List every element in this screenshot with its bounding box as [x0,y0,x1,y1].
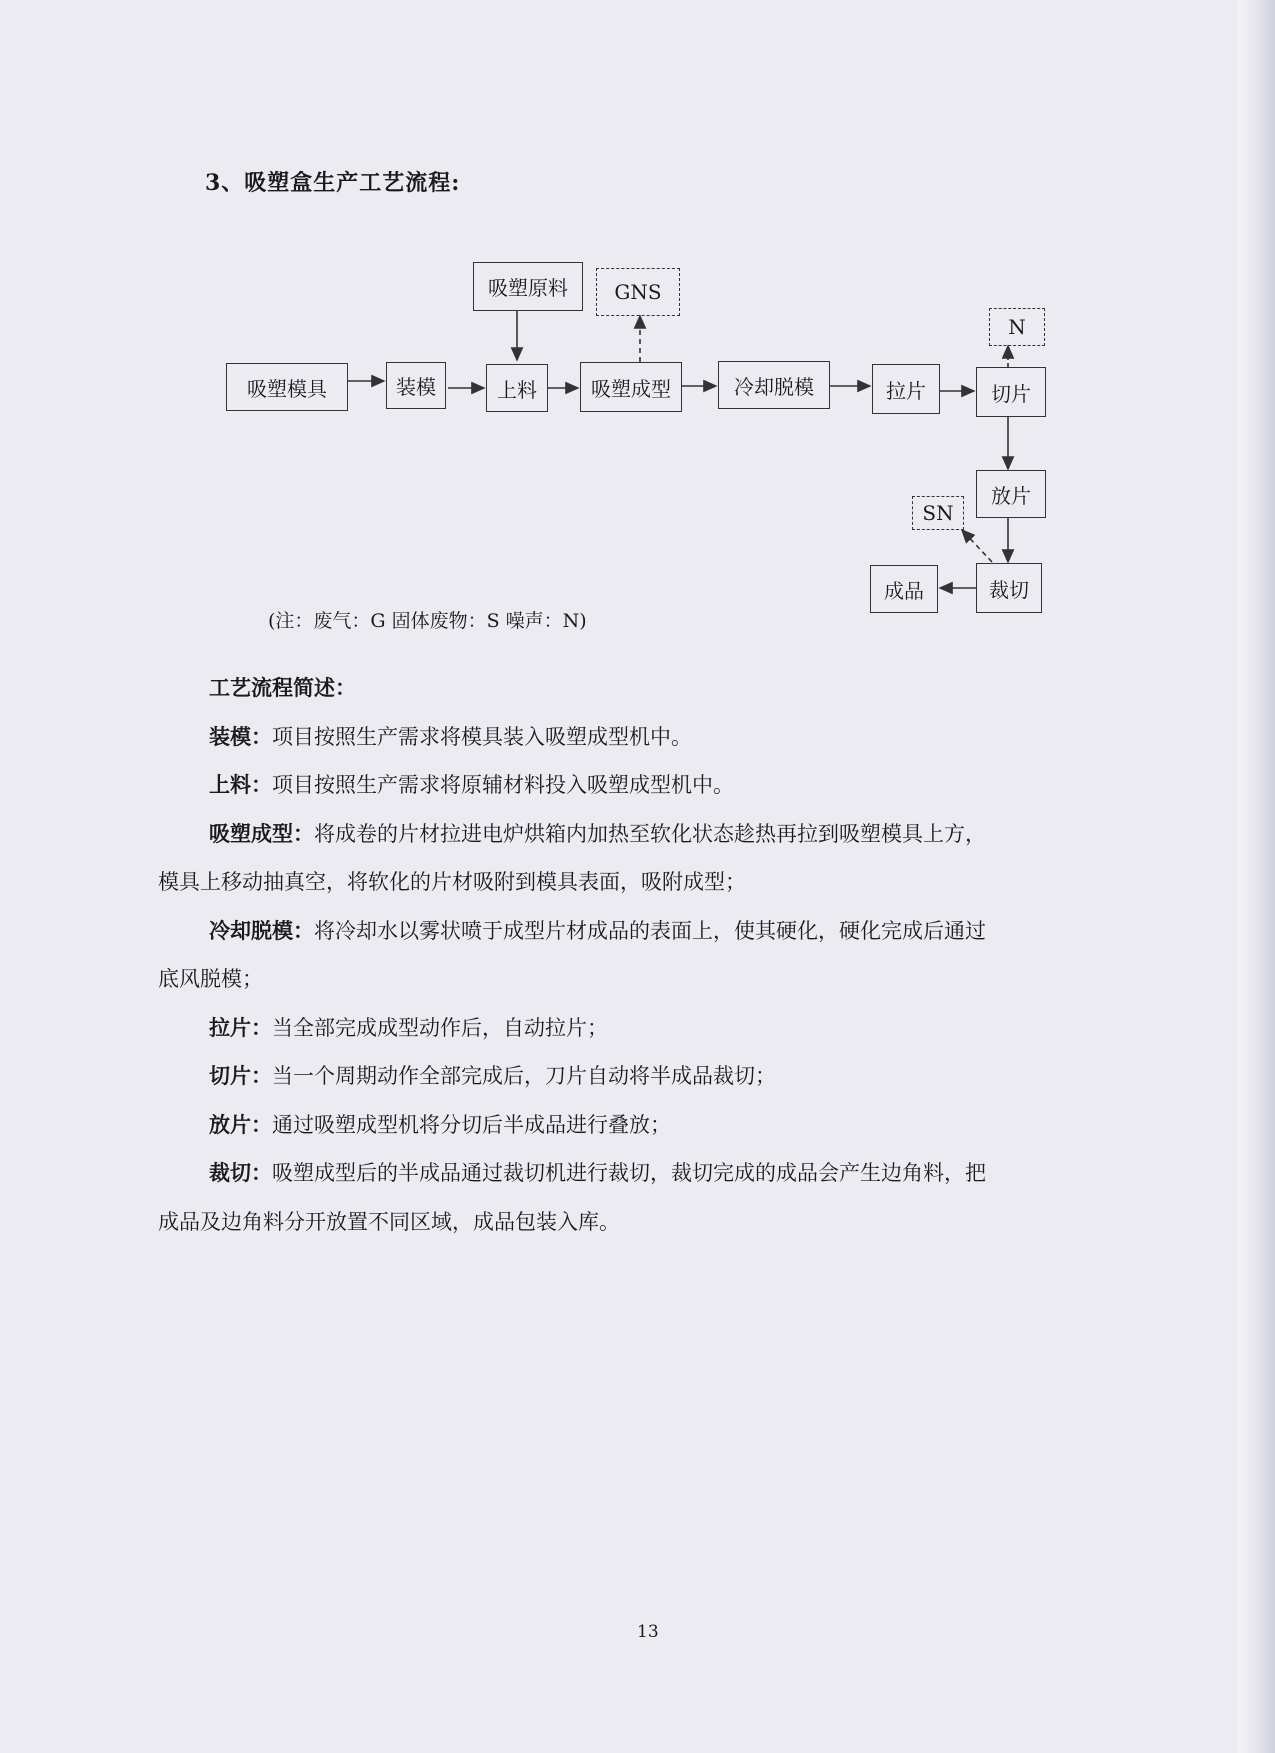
description-heading: 工艺流程简述： [209,675,356,700]
flowchart-arrows [0,0,1275,700]
text: 吸塑成型后的半成品通过裁切机进行裁切，裁切完成的成品会产生边角料，把 [272,1161,986,1185]
desc-item-trim [158,1149,1148,1198]
node-sn: SN [912,496,964,530]
text: 项目按照生产需求将模具装入吸塑成型机中。 [272,724,692,749]
desc-item-load-mold [158,713,1148,762]
node-raw-material: 吸塑原料 [473,262,583,311]
arrow-trim-to-sn [962,530,992,562]
term: 上料： [209,772,272,797]
term: 切片： [209,1063,272,1088]
text: 将冷却水以雾状喷于成型片材成品的表面上，使其硬化，硬化完成后通过 [314,918,986,943]
text: 通过吸塑成型机将分切后半成品进行叠放； [272,1112,671,1137]
page-number: 13 [637,1622,659,1642]
desc-item-cut [158,1052,1148,1101]
flowchart-note: (注：废气：G 固体废物：S 噪声：N) [268,610,587,632]
node-feed: 上料 [486,364,548,412]
desc-item-feed [158,761,1148,810]
desc-item-cool-demold-cont: 底风脱模； [158,967,263,991]
desc-item-stack [158,1101,1148,1150]
node-cut: 切片 [976,367,1046,417]
desc-item-forming [158,810,1148,859]
text: 项目按照生产需求将原辅材料投入吸塑成型机中。 [272,773,734,797]
node-pull: 拉片 [872,364,940,414]
term: 冷却脱模： [209,917,314,943]
node-n: N [989,308,1045,346]
desc-item-forming-cont: 模具上移动抽真空，将软化的片材吸附到模具表面，吸附成型； [158,870,746,894]
desc-item-cool-demold [158,907,1148,956]
section-title: 3、吸塑盒生产工艺流程: [205,170,461,196]
node-load-mold: 装模 [386,362,446,409]
node-forming: 吸塑成型 [580,362,682,412]
term: 装模： [209,723,272,749]
term: 裁切： [209,1160,272,1185]
term: 放片： [209,1111,272,1137]
node-trim: 裁切 [976,563,1042,613]
desc-item-trim-cont: 成品及边角料分开放置不同区域，成品包装入库。 [158,1209,620,1234]
node-mold: 吸塑模具 [226,363,348,411]
process-description [158,664,1148,1246]
node-gns: GNS [596,268,680,316]
text: 将成卷的片材拉进电炉烘箱内加热至软化状态趁热再拉到吸塑模具上方， [314,821,986,846]
node-cool-demold: 冷却脱模 [718,361,830,409]
text: 当一个周期动作全部完成后，刀片自动将半成品裁切； [272,1064,776,1088]
text: 当全部完成成型动作后，自动拉片； [272,1015,608,1040]
term: 拉片： [209,1014,272,1040]
node-stack: 放片 [976,470,1046,518]
desc-item-pull [158,1004,1148,1053]
node-product: 成品 [870,565,938,613]
term: 吸塑成型： [209,820,314,846]
